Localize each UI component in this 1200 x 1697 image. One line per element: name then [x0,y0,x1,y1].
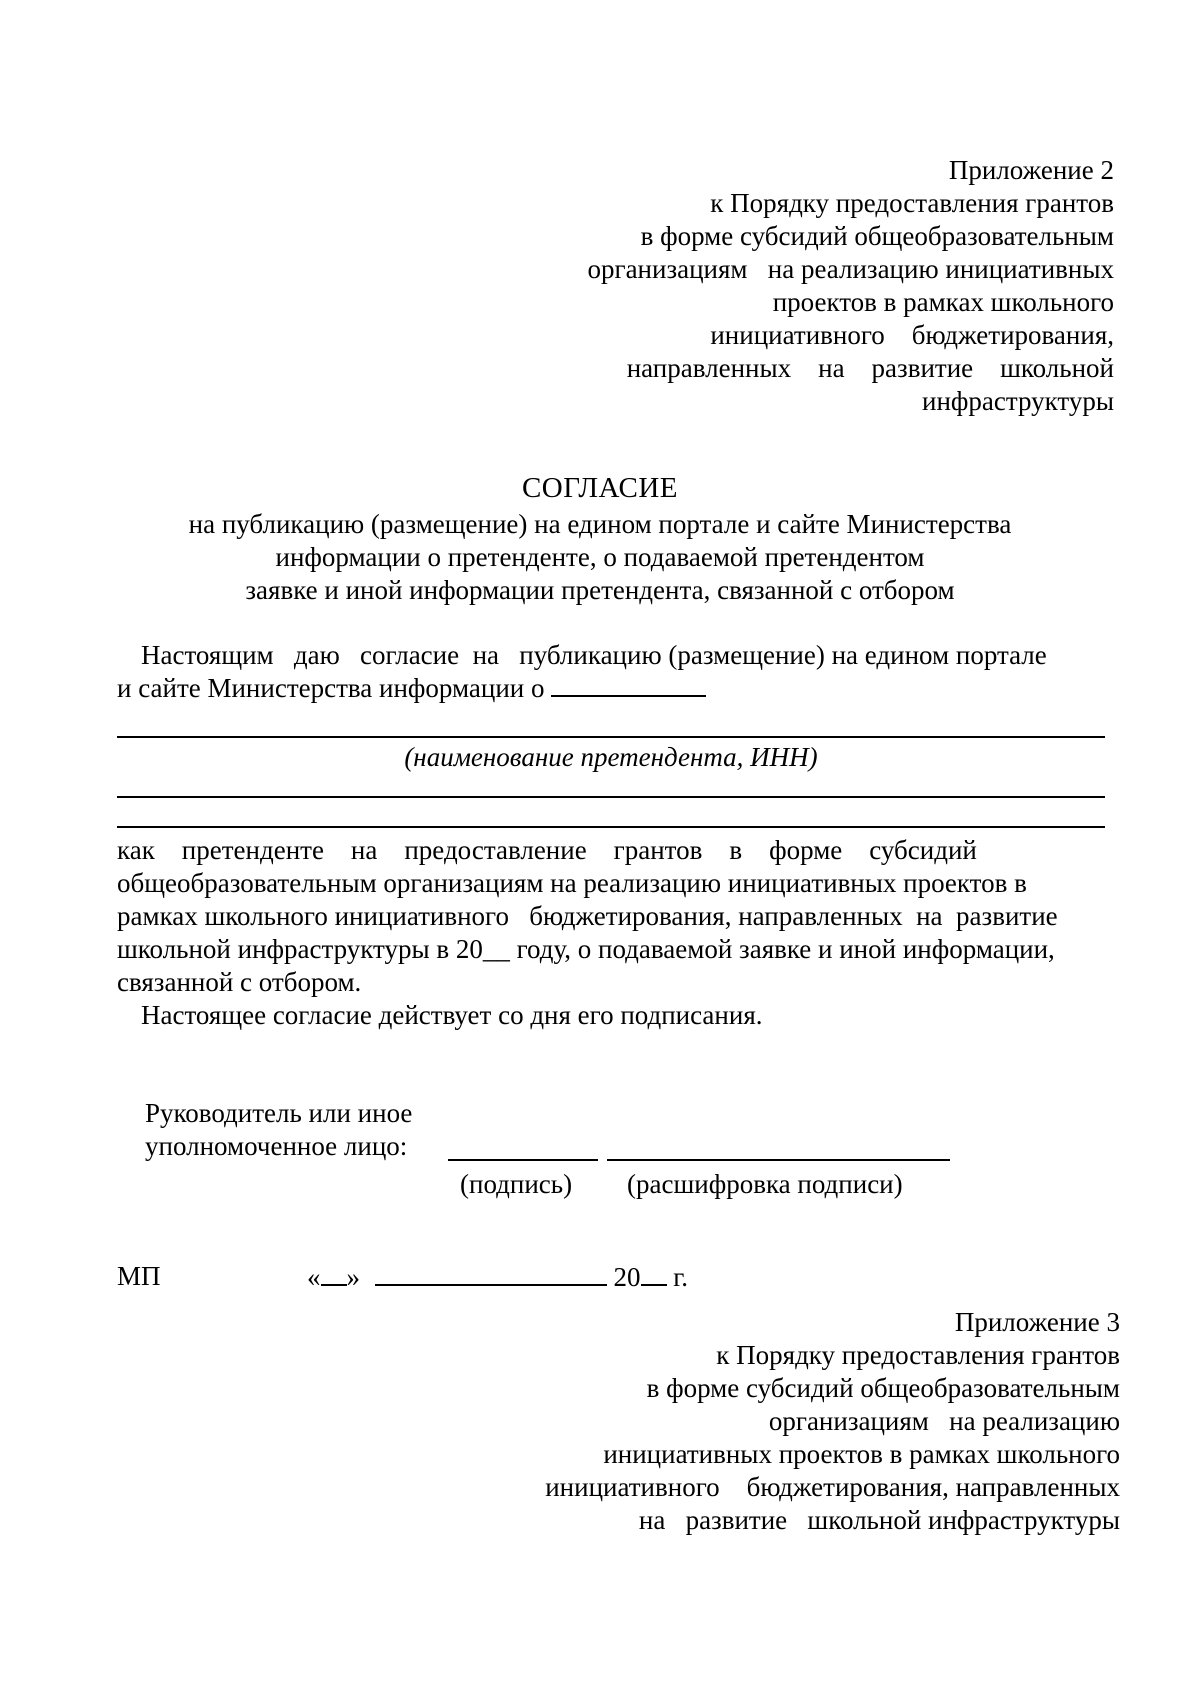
date-quote-open: « [307,1262,321,1292]
validity-statement: Настоящее согласие действует со дня его подписания. [141,1000,763,1030]
year-blank[interactable] [641,1260,667,1286]
appendix-2-line: инфраструктуры [922,386,1114,416]
day-blank[interactable] [321,1260,347,1286]
appendix-3-line: Приложение 3 [954,1307,1120,1337]
consent-opening [117,639,1108,705]
appendix-3-line: инициативных проектов в рамках школьного [603,1439,1120,1469]
appendix-3-header [545,1306,1120,1537]
appendix-3-line: в форме субсидий общеобразовательным [646,1373,1120,1403]
appendix-2-line: проектов в рамках школьного [772,287,1114,317]
applicant-extra-line[interactable] [117,826,1105,828]
paragraph-line: школьной инфраструктуры в 20__ году, о подаваемой заявке и иной информации, [117,934,1055,964]
paragraph-line: как претенденте на предоставление грантов в форме субсидий [117,835,977,865]
year-suffix: г. [666,1262,689,1292]
date-field [307,1260,688,1294]
signature-line[interactable] [448,1159,598,1161]
applicant-inline-blank[interactable] [551,673,706,697]
year-prefix: 20 [613,1262,641,1292]
applicant-extra-line[interactable] [117,796,1105,798]
consent-line-2-text: и сайте Министерства информации о [117,673,545,703]
appendix-3-line: к Порядку предоставления грантов [716,1340,1120,1370]
paragraph-line: общеобразовательным организациям на реализацию инициативных проектов в [117,868,1027,898]
appendix-2-line: в форме субсидий общеобразовательным [640,221,1114,251]
paragraph-line: рамках школьного инициативного бюджетирования, направленных на развитие [117,901,1058,931]
consent-paragraph [117,834,1108,1032]
applicant-name-line[interactable] [117,736,1105,738]
consent-line-2 [117,672,1108,705]
month-blank[interactable] [375,1260,607,1286]
title-subline: на публикацию (размещение) на едином портале и сайте Министерства [188,509,1012,539]
appendix-2-header [588,154,1115,418]
paragraph-line-last: связанной с отбором. [117,967,362,997]
appendix-2-line: направленных на развитие школьной [626,353,1114,383]
stamp-place-mark: МП [117,1261,161,1291]
title-main: СОГЛАСИЕ [521,472,679,504]
appendix-3-line: организациям на реализацию [768,1406,1120,1436]
signatory-label-line-2: уполномоченное лицо: [145,1131,408,1161]
appendix-2-line: инициативного бюджетирования, [710,320,1114,350]
appendix-2-line: организациям на реализацию инициативных [587,254,1114,284]
document-title [100,472,1100,607]
date-quote-close: » [346,1262,360,1292]
applicant-name-caption: (наименование претендента, ИНН) [404,742,818,772]
appendix-2-line: Приложение 2 [948,155,1114,185]
consent-line-1: Настоящим даю согласие на публикацию (размещение) на едином портале [141,640,1047,670]
appendix-3-line: инициативного бюджетирования, направленных [545,1472,1120,1502]
title-subline: заявке и иной информации претендента, связанной с отбором [245,575,955,605]
signature-decoding-line[interactable] [607,1159,950,1161]
signature-caption: (подпись) [460,1169,573,1199]
appendix-2-line: к Порядку предоставления грантов [710,188,1114,218]
title-subline: информации о претенденте, о подаваемой претендентом [275,542,925,572]
signature-decoding-caption: (расшифровка подписи) [627,1169,903,1199]
signatory-label-line-1: Руководитель или иное [145,1098,413,1128]
appendix-3-line: на развитие школьной инфраструктуры [638,1505,1120,1535]
